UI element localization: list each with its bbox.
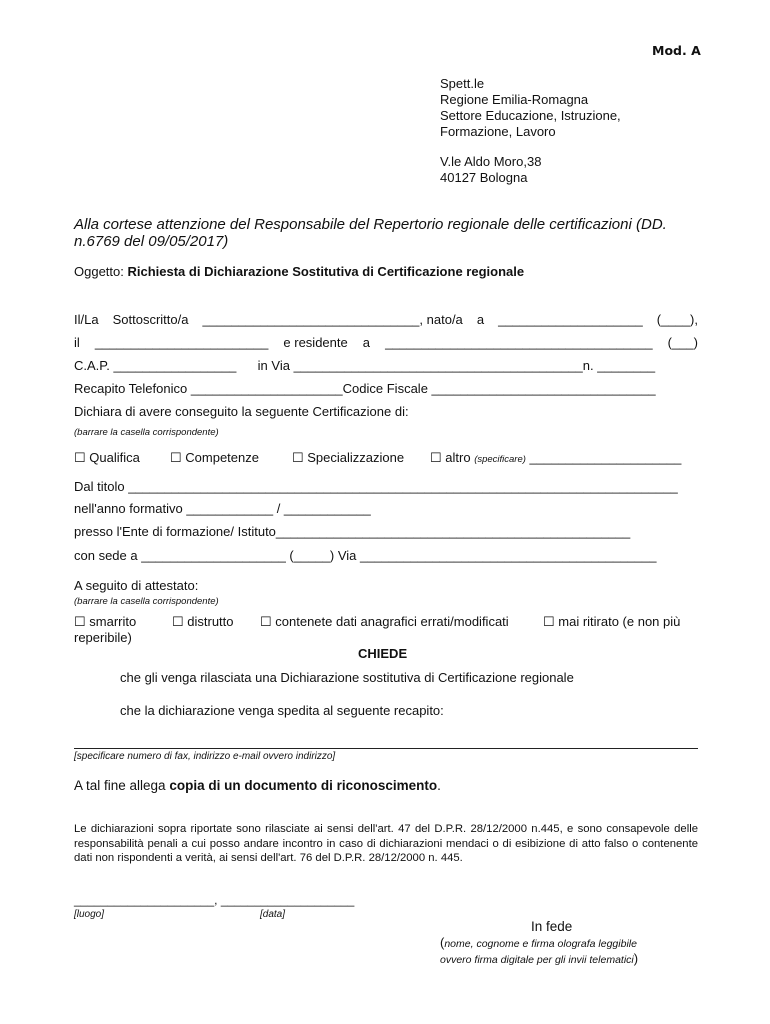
recipient-line: 40127 Bologna	[440, 170, 528, 185]
recipient-address	[440, 76, 621, 186]
attestato-heading: A seguito di attestato:	[74, 578, 199, 593]
field-row-cap	[74, 358, 655, 373]
attention-line: n.6769 del 09/05/2017)	[74, 233, 229, 250]
option-competenze[interactable]: ☐ Competenze	[170, 450, 259, 465]
place-date-blank[interactable]: _____________________, ____________________	[74, 893, 355, 907]
field-text: ____________________	[498, 312, 643, 327]
allega-bold: copia di un documento di riconoscimento	[169, 778, 438, 793]
option-smarrito[interactable]: ☐ smarrito	[74, 614, 137, 629]
option-altro-hint: (specificare)	[474, 454, 526, 465]
field-text: Sottoscritto/a	[112, 312, 189, 327]
subject-text: Richiesta di Dichiarazione Sostitutiva di Certificazione regionale	[127, 264, 525, 279]
allega-text: .	[437, 778, 441, 793]
field-text: (____),	[656, 312, 698, 327]
recipient-line: Formazione, Lavoro	[440, 124, 556, 139]
chiede-heading: CHIEDE	[358, 646, 408, 661]
checkbox-hint: (barrare la casella corrispondente)	[74, 427, 219, 438]
legal-declaration: Le dichiarazioni sopra riportate sono rilasciate ai sensi dell'art. 47 del D.P.R. 28/12/2000 n.445, e sono consapevole delle responsabilità penali a cui posso andare incontro in caso di dichiarazioni mendaci o di esibizione di atto falso o contenente dati non rispondenti a verità, ai sensi dell'art. 76 del D.P.R. 28/12/2000 n. 445.	[74, 823, 698, 864]
allega-line	[74, 778, 441, 793]
field-text: a	[362, 335, 371, 350]
field-row-name	[74, 312, 698, 327]
option-qualifica[interactable]: ☐ Qualifica	[74, 450, 140, 465]
signature-note	[440, 935, 637, 950]
option-specializzazione[interactable]: ☐ Specializzazione	[292, 450, 405, 465]
field-text: il	[74, 335, 80, 350]
field-row-birth	[74, 335, 698, 350]
certification-heading: Dichiara di avere conseguito la seguente Certificazione di:	[74, 404, 409, 419]
option-altro[interactable]	[430, 450, 681, 466]
option-distrutto[interactable]: ☐ distrutto	[172, 614, 234, 629]
field-ente: presso l'Ente di formazione/ Istituto_________________________________________________	[74, 524, 631, 539]
field-row-contact: Recapito Telefonico _____________________Codice Fiscale _______________________________	[74, 381, 656, 396]
field-sede: con sede a ____________________ (_____) Via _________________________________________	[74, 548, 657, 563]
date-label: [data]	[260, 909, 286, 920]
recipient-line: V.le Aldo Moro,38	[440, 154, 542, 169]
recipient-line: Spett.le	[440, 76, 485, 91]
recipient-line: Regione Emilia-Romagna	[440, 92, 589, 107]
field-text: e residente	[283, 335, 348, 350]
request-line: che gli venga rilasciata una Dichiarazione sostitutiva di Certificazione regionale	[120, 670, 574, 685]
recipient-line: Settore Educazione, Istruzione,	[440, 108, 621, 123]
attention-note	[74, 216, 667, 250]
field-text: in Via ________________________________________n. ________	[257, 358, 656, 373]
field-text: Il/La	[74, 312, 99, 327]
option-mai-ritirato[interactable]: ☐ mai ritirato (e non più	[543, 614, 681, 629]
attention-line: Alla cortese attenzione del Responsabile del Repertorio regionale delle certificazioni (DD.	[74, 216, 667, 233]
in-fede-label: In fede	[531, 919, 573, 934]
option-altro-blank: _____________________	[525, 450, 682, 465]
field-text: a	[476, 312, 485, 327]
form-code: Mod. A	[652, 43, 701, 58]
field-text: (___)	[667, 335, 698, 350]
field-text: _____________________________________	[385, 335, 653, 350]
option-altro-label: ☐ altro	[430, 450, 471, 465]
paren: )	[633, 951, 639, 966]
signature-note	[440, 951, 638, 966]
place-label: [luogo]	[74, 909, 105, 920]
field-dal-titolo: Dal titolo ____________________________________________________________________________	[74, 479, 678, 494]
field-text: ______________________________, nato/a	[202, 312, 463, 327]
address-line[interactable]	[74, 748, 698, 749]
signature-note-line: nome, cognome e firma olografa leggibile	[444, 938, 637, 950]
field-anno-formativo: nell'anno formativo ____________ / ____________	[74, 501, 371, 516]
address-hint: [specificare numero di fax, indirizzo e-mail ovvero indirizzo]	[74, 751, 336, 762]
field-text: ________________________	[94, 335, 269, 350]
subject-line	[74, 264, 524, 279]
subject-label: Oggetto:	[74, 264, 128, 279]
attestato-continuation: reperibile)	[74, 630, 132, 645]
option-contenete[interactable]: ☐ contenete dati anagrafici errati/modificati	[260, 614, 509, 629]
checkbox-hint: (barrare la casella corrispondente)	[74, 596, 219, 607]
field-text: C.A.P. _________________	[74, 358, 237, 373]
request-line: che la dichiarazione venga spedita al seguente recapito:	[120, 703, 444, 718]
signature-note-line: ovvero firma digitale per gli invii telematici	[440, 954, 634, 966]
paren: (	[440, 935, 445, 950]
allega-text: A tal fine allega	[74, 778, 170, 793]
